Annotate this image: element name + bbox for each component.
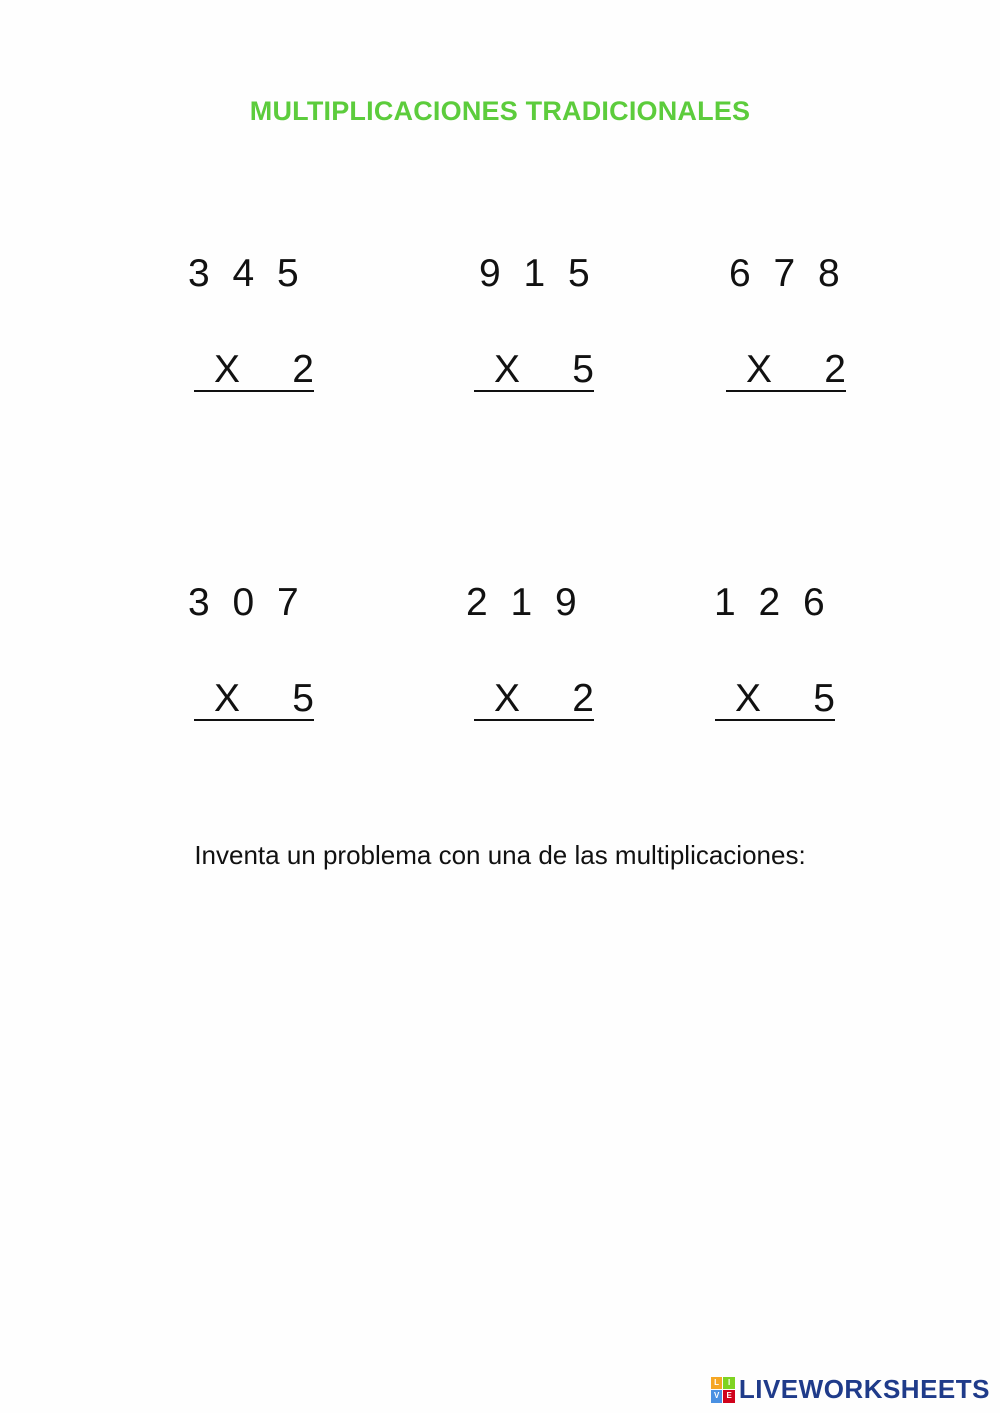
times-operator: X [214,348,241,391]
times-operator: X [746,348,773,391]
liveworksheets-footer[interactable] [711,1374,990,1405]
multiplier-row [715,675,835,721]
multiplier: 2 [292,348,314,391]
multiplier: 5 [813,677,835,720]
times-operator: X [494,677,521,720]
multiplier: 5 [572,348,594,391]
multiplier-row [726,346,846,392]
multiplicand: 3 0 7 [188,581,305,624]
multiplication-problem-1 [188,254,388,404]
multiplier-row [474,675,594,721]
multiplier: 5 [292,677,314,720]
page-title: MULTIPLICACIONES TRADICIONALES [249,96,751,126]
multiplicand: 6 7 8 [729,252,846,295]
multiplier-row [474,346,594,392]
liveworksheets-logo-icon: L I V E [711,1377,735,1403]
multiplication-problem-4 [188,583,388,733]
multiplier-row [194,675,314,721]
multiplicand: 3 4 5 [188,252,305,295]
times-operator: X [735,677,762,720]
word-problem-prompt: Inventa un problema con una de las multiplicaciones: [194,840,806,870]
multiplication-problem-2 [479,254,679,404]
brand-name: LIVEWORKSHEETS [738,1374,990,1404]
multiplicand: 2 1 9 [466,581,583,624]
multiplication-problem-3 [729,254,929,404]
times-operator: X [214,677,241,720]
times-operator: X [494,348,521,391]
multiplier-row [194,346,314,392]
multiplication-problem-6 [714,583,914,733]
multiplicand: 9 1 5 [479,252,596,295]
multiplicand: 1 2 6 [714,581,831,624]
multiplication-problem-5 [466,583,666,733]
multiplier: 2 [572,677,594,720]
multiplier: 2 [824,348,846,391]
